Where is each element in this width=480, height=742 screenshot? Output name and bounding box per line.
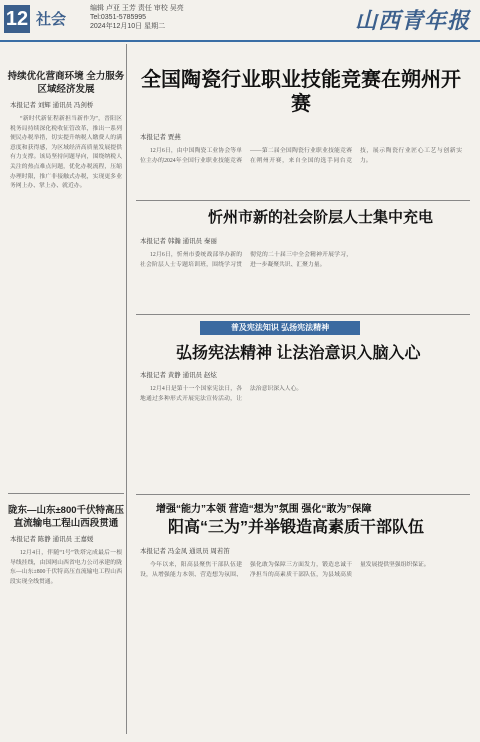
section-name: 社会 [36, 12, 67, 28]
article2-body: 12月6日，忻州市委统战部举办新的社会阶层人士专题培训班，围绕学习贯彻党的二十届三中全会精神开展学习，进一步凝聚共识、汇聚力量。 [140, 252, 352, 268]
article3-headline: 弘扬宪法精神 让法治意识入脑入心 [176, 345, 421, 362]
masthead-logo: 山西青年报 [354, 8, 470, 33]
article2-byline: 本报记者 韩瀚 通讯员 秦丽 [140, 238, 217, 245]
page-header [0, 0, 480, 42]
article3 [136, 366, 466, 495]
article4-headline: 阳高“三为”并举锻造高素质干部队伍 [168, 519, 425, 536]
editor-line: 编辑 卢亚 王芳 责任 审校 吴亮 [90, 5, 184, 12]
left-article2-title: 陇东—山东±800千伏特高压直流输电工程山西段贯通 [7, 505, 125, 529]
article4-subhead: 增强“能力”本领 营造“想为”氛围 强化“敢为”保障 [156, 504, 372, 515]
left-article-title: 持续优化营商环境 全力服务区域经济发展 [7, 71, 125, 95]
lead-headline: 全国陶瓷行业职业技能竞赛在朔州开赛 [141, 69, 461, 115]
page-number: 12 [4, 5, 30, 33]
article3-byline: 本报记者 黄静 通讯员 赵炫 [140, 372, 217, 379]
left-byline: 本报记者 刘辉 通讯员 冯剑桥 [10, 102, 94, 109]
divider [136, 494, 470, 495]
left-body2: 12月4日，伴随“1号”铁塔完成最后一根导线挂线，由国网山西省电力公司承建的陇东—山东±800千伏特高压直流输电工程山西段实现全线贯通。 [10, 550, 122, 585]
section-banner: 普及宪法知识 弘扬宪法精神 [200, 321, 360, 335]
article2 [136, 232, 466, 319]
left-column [6, 44, 127, 734]
left-byline2: 本报记者 陈静 通讯员 王嘉媛 [10, 536, 94, 543]
article3-body: 12月4日是第十一个国家宪法日，各地通过多种形式开展宪法宣传活动，让法治意识深入人心。 [140, 386, 303, 402]
article4-byline: 本报记者 冯金凤 通讯员 周若笛 [140, 548, 230, 555]
lead-byline: 本报记者 贾燕 [140, 134, 181, 141]
header-info [90, 4, 184, 31]
lead-body: 12月6日，由中国陶瓷工业协会等单位主办的2024年全国行业职业技能竞赛——第二届全国陶瓷行业职业技能竞赛在朔州开赛，来自全国的选手同台竞技，展示陶瓷行业匠心工艺与创新实力。 [140, 148, 462, 164]
phone-line: Tel:0351-5785995 [90, 14, 147, 21]
divider [136, 314, 470, 315]
article2-headline: 忻州市新的社会阶层人士集中充电 [208, 209, 434, 226]
divider [136, 200, 470, 201]
date-line: 2024年12月10日 星期二 [90, 23, 166, 30]
article4 [136, 542, 466, 741]
article4-body: 今年以来，阳高县聚焦干部队伍建设，从增强能力本领、营造想为氛围、强化敢为保障三方面发力，锻造忠诚干净担当的高素质干部队伍，为县域高质量发展提供坚强组织保证。 [140, 562, 430, 578]
left-body: “新时代新征程新担当新作为”，晋阳区税务局持续深化税收征管改革，推出一系列便民办税举措，切实提升纳税人缴费人的满意度和获得感，为区域经济高质量发展提供有力支撑。该局坚持问题导向，围绕纳税人关注的热点难点问题，优化办税流程，压缩办理时限，推广非接触式办税，实现更多业务网上办、掌上办、就近办。 [10, 116, 122, 190]
lead-article [136, 128, 466, 207]
